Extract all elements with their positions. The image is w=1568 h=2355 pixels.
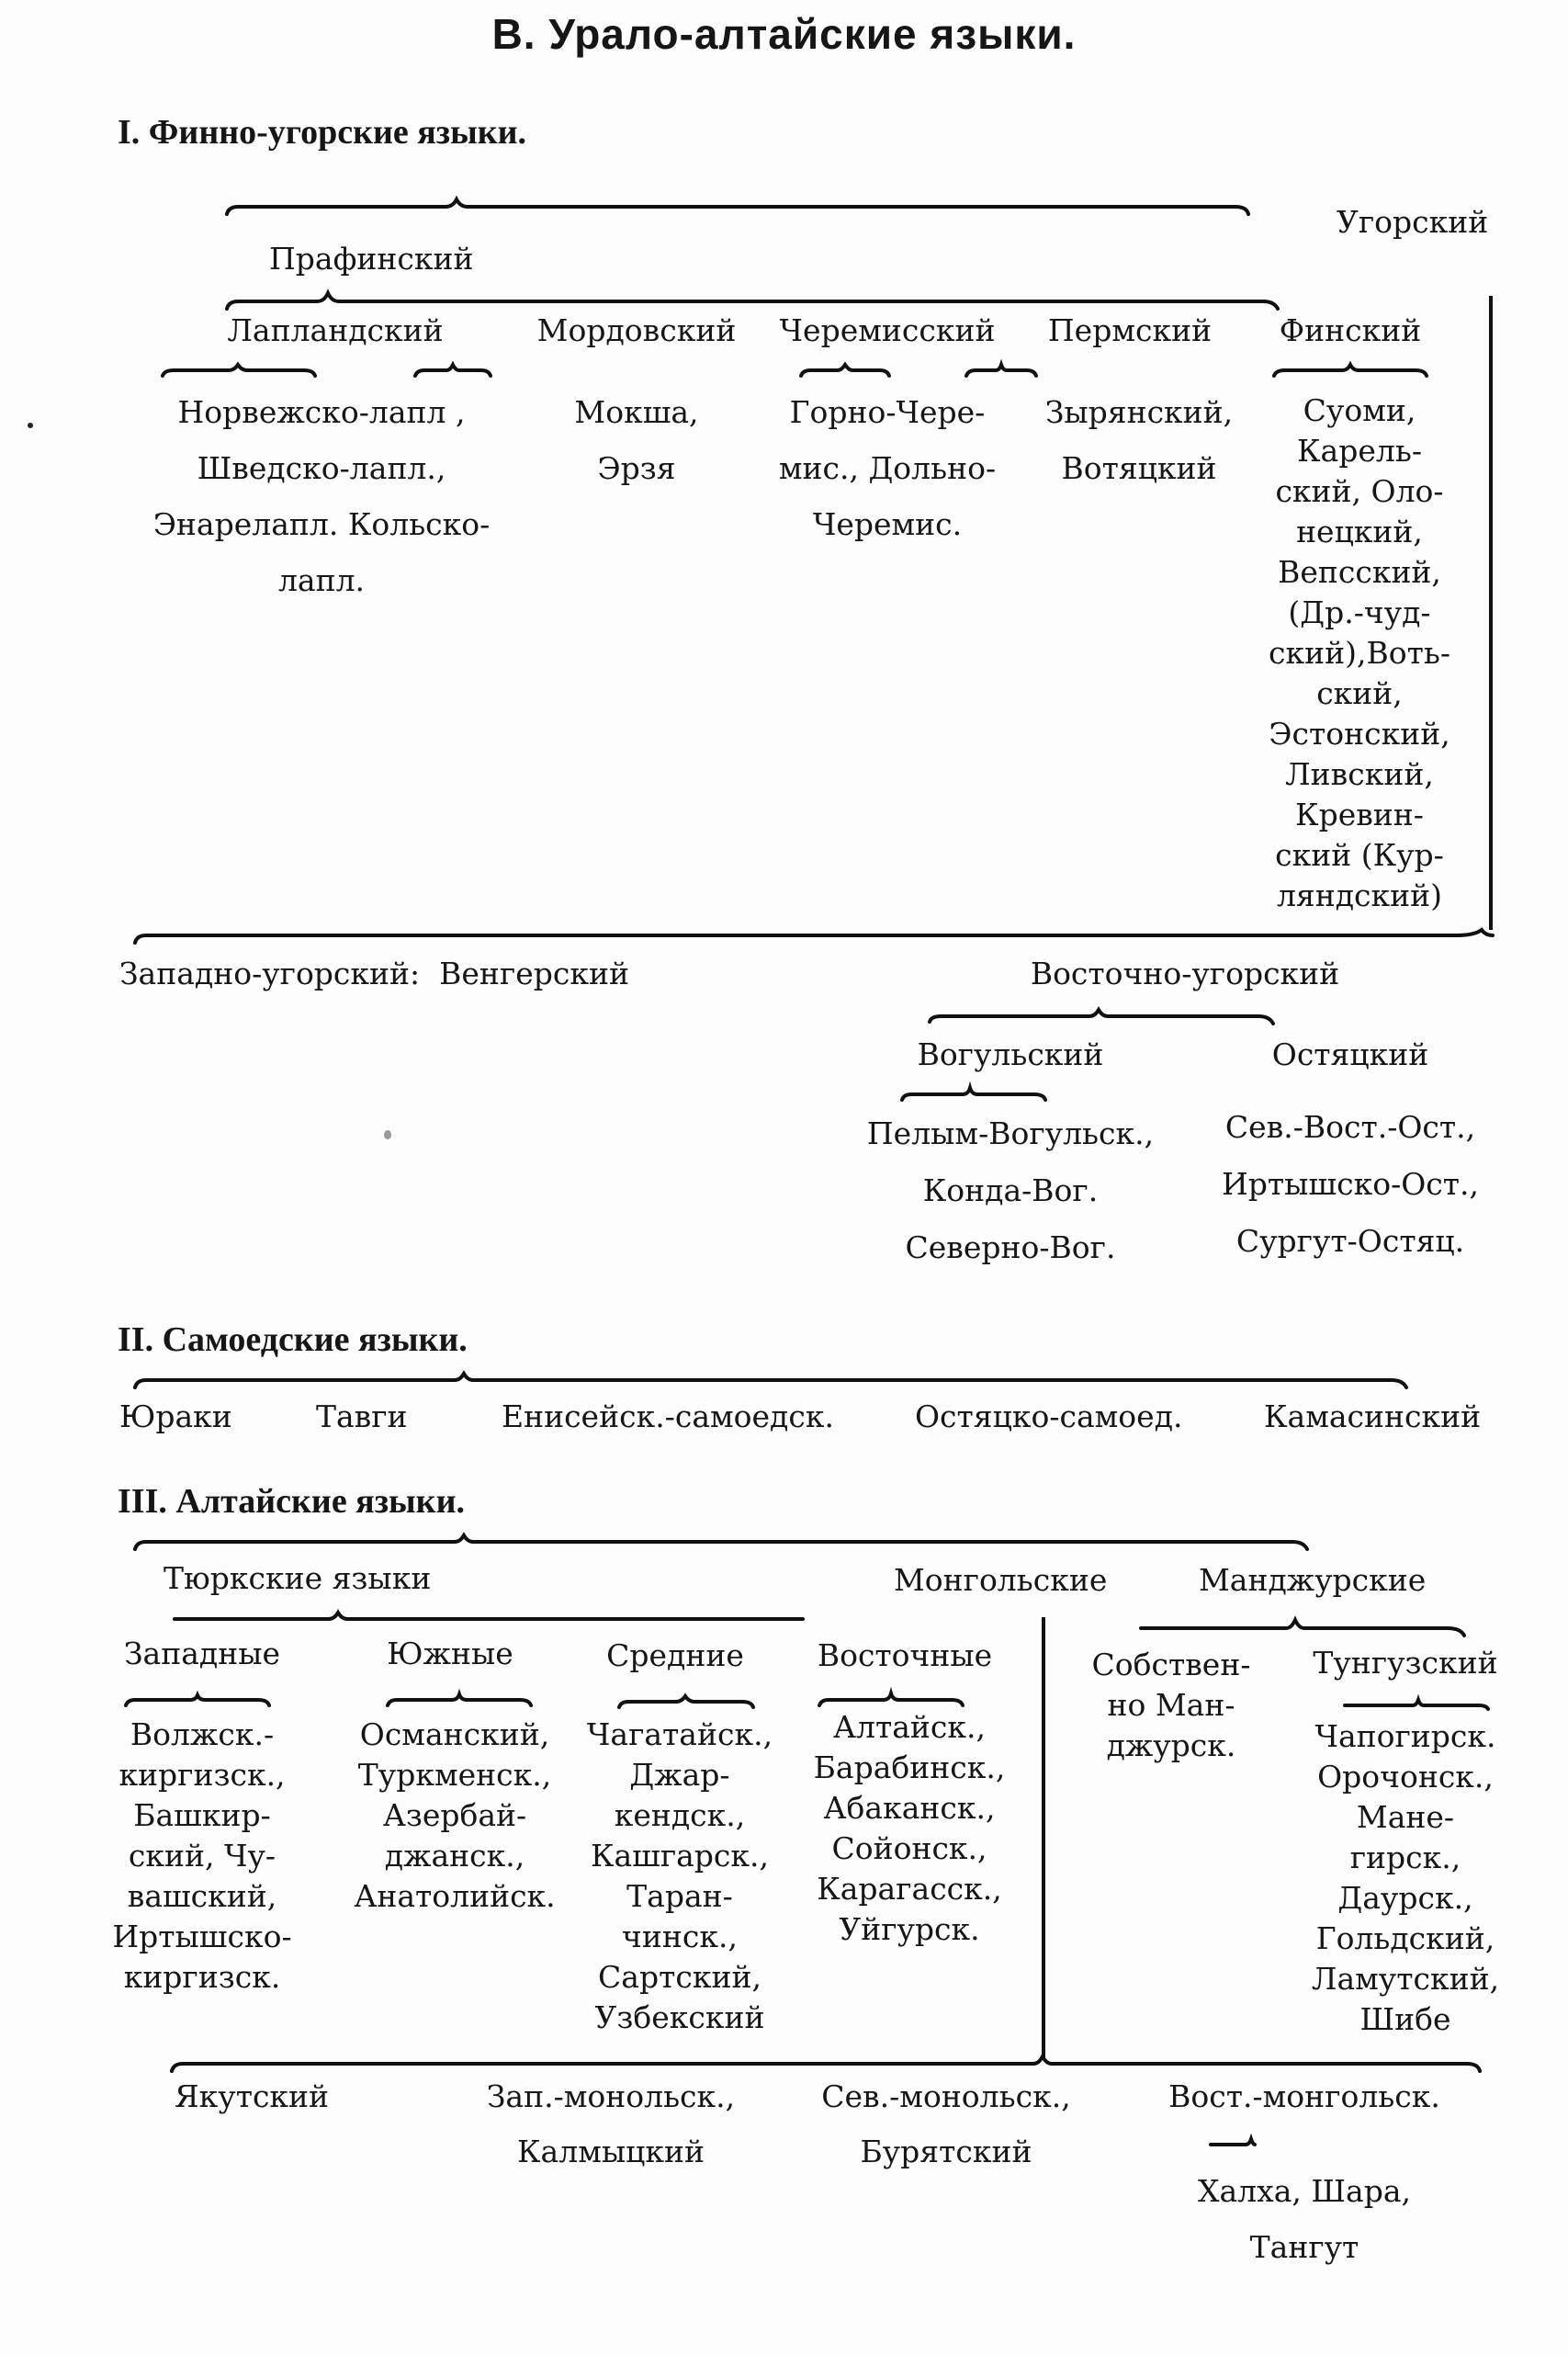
list-item: Сев.-Вост.-Ост., (1224, 1109, 1476, 1145)
group-vogul-label: Вогульский (917, 1036, 1104, 1072)
brace-vogul (900, 1087, 1047, 1107)
list-item: Джар- (629, 1757, 730, 1793)
list-item: Вотяцкий (1061, 450, 1217, 486)
section-2-title: Самоедские языки. (162, 1320, 468, 1359)
list-southern (340, 1715, 570, 1917)
print-speck (28, 423, 33, 428)
list-item: ский),Воть- (1269, 635, 1450, 671)
label-line: джурск. (1106, 1727, 1236, 1763)
group-central-label: Средние (606, 1637, 744, 1673)
brace-east-ugric (928, 1009, 1277, 1031)
west-ugric-label: Западно-угорский: (119, 956, 421, 991)
group-mordvin-label: Мордовский (536, 312, 737, 348)
list-item: Ливский, (1285, 756, 1434, 792)
samoyed-item-2: Енисейск.-самоедск. (502, 1398, 834, 1434)
list-item: Таран- (626, 1878, 733, 1914)
group-perm-label: Пермский (1047, 312, 1213, 348)
list-east-mongolic (1139, 2163, 1470, 2275)
brace-altaic (133, 1534, 1309, 1560)
list-item: кендск., (614, 1797, 746, 1833)
list-item: Туркменск., (357, 1757, 552, 1793)
list-item: Карель- (1297, 433, 1422, 469)
label-prafinsky: Прафинский (269, 241, 474, 277)
list-perm (1029, 384, 1249, 496)
group-lapland-label: Лапландский (227, 312, 444, 348)
list-tungus (1286, 1716, 1525, 2040)
brace-turkic (173, 1610, 807, 1630)
brace-mongolic (170, 2055, 1483, 2080)
list-item: Барабинск., (813, 1749, 1006, 1785)
list-item: Османский, (359, 1716, 550, 1752)
list-item: Орочонск., (1317, 1759, 1494, 1795)
list-item: Волжск.- (130, 1716, 275, 1752)
list-item: Иртышско- (112, 1919, 292, 1954)
samoyed-item-4: Камасинский (1264, 1398, 1482, 1434)
brace-samoyed (133, 1373, 1410, 1398)
list-item: Черемис. (812, 506, 963, 542)
list-item: Кревин- (1295, 797, 1424, 832)
list-item: киргизск., (118, 1757, 286, 1793)
page-title: В. Урало-алтайские языки. (491, 10, 1077, 58)
section-1-title: Финно-угорские языки. (148, 113, 527, 152)
list-item: Чапогирск. (1314, 1718, 1496, 1754)
list-item: (Др.-чуд- (1288, 594, 1431, 630)
label-mongolic: Монгольские (894, 1562, 1108, 1598)
section-3-title: Алтайские языки. (175, 1482, 465, 1521)
label-ugorsky: Угорский (1337, 204, 1489, 240)
list-finnish (1249, 391, 1470, 916)
list-central (574, 1715, 785, 2038)
list-item: нецкий, (1296, 514, 1423, 549)
group-tungus-label: Тунгузский (1313, 1645, 1498, 1681)
west-mongolic-item: Калмыцкий (517, 2134, 705, 2169)
list-item: Норвежско-лапл , (177, 394, 466, 430)
list-item: Гольдский, (1315, 1920, 1495, 1956)
group-west-mongolic-label: Зап.-монольск., (486, 2078, 736, 2114)
list-item: Абаканск., (823, 1790, 996, 1826)
section-1-numeral: I. (118, 113, 141, 152)
divider-turkic-manchu (1042, 1617, 1045, 2058)
list-vogul (845, 1105, 1176, 1276)
brace-tungus (1343, 1694, 1490, 1715)
list-item: ляндский) (1276, 877, 1443, 913)
brace-lapland (161, 363, 317, 383)
list-item: Вепсский, (1278, 554, 1441, 590)
section-1-heading (118, 112, 526, 153)
list-item: Энарелапл. Кольско- (152, 506, 491, 542)
group-north-mongolic-label: Сев.-монольск., (821, 2078, 1071, 2114)
brace-southern (386, 1693, 533, 1713)
list-item: Карагасск., (817, 1871, 1002, 1907)
brace-finno-ugric (225, 198, 1254, 225)
list-item: Сургут-Остяц. (1235, 1223, 1465, 1259)
samoyed-item-1: Тавги (316, 1398, 408, 1434)
list-item: Эрзя (597, 450, 676, 486)
label-west-ugric (119, 956, 629, 991)
list-item: Башкир- (133, 1797, 271, 1833)
list-item: киргизск. (123, 1959, 281, 1995)
list-item: Алтайск., (833, 1709, 986, 1745)
west-ugric-item: Венгерский (439, 956, 629, 991)
list-item: Шведско-лапл., (197, 450, 446, 486)
list-item: Тангут (1249, 2229, 1359, 2265)
list-item: Кашгарск., (590, 1838, 770, 1874)
list-cheremis (750, 384, 1025, 552)
list-eastern (799, 1707, 1020, 1950)
list-item: Горно-Чере- (789, 394, 986, 430)
list-item: Сойонск., (831, 1830, 987, 1866)
list-item: Пелым-Вогульск., (866, 1115, 1155, 1151)
list-item: Конда-Вог. (922, 1172, 1099, 1208)
group-east-mongolic-label: Вост.-монгольск. (1168, 2078, 1440, 2114)
list-item: Суоми, (1303, 392, 1416, 428)
samoyed-item-3: Остяцко-самоед. (915, 1398, 1183, 1434)
label-turkic: Тюркские языки (164, 1560, 432, 1596)
list-item: Зырянский, (1044, 394, 1234, 430)
label-yakut: Якутский (175, 2078, 330, 2114)
group-cheremis-label: Черемисский (779, 312, 996, 348)
brace-finnish (1272, 363, 1428, 383)
list-item: ский (Кур- (1275, 837, 1444, 873)
section-2-numeral: II. (118, 1320, 154, 1359)
list-item: Анатолийск. (354, 1878, 556, 1914)
brace-western (124, 1693, 271, 1713)
list-item: Сартский, (598, 1959, 761, 1995)
list-item: Узбекский (594, 1999, 765, 2035)
brace-central (617, 1694, 755, 1715)
list-item: лапл. (277, 562, 366, 598)
list-item: вашский, (127, 1878, 277, 1914)
brace-ugorsky (133, 926, 1497, 954)
label-line: Собствен- (1091, 1647, 1251, 1682)
group-finnish-label: Финский (1279, 312, 1422, 348)
list-item: Даурск., (1337, 1880, 1473, 1916)
list-western (101, 1715, 303, 1998)
north-mongolic-item: Бурятский (860, 2134, 1032, 2169)
group-manchu-proper-label (1066, 1645, 1277, 1766)
label-east-ugric: Восточно-угорский (1030, 956, 1340, 991)
print-speck (384, 1130, 391, 1139)
list-lapland (110, 384, 533, 608)
group-ostyak-label: Остяцкий (1271, 1036, 1429, 1072)
list-item: чинск., (622, 1919, 738, 1954)
list-item: Эстонский, (1269, 716, 1450, 752)
brace-manchu (1139, 1617, 1470, 1639)
list-item: ский, (1316, 675, 1403, 711)
list-item: Уйгурск. (839, 1911, 980, 1947)
label-manchu: Манджурские (1199, 1562, 1427, 1598)
list-item: Халха, Шара, (1197, 2173, 1411, 2209)
group-eastern-label: Восточные (817, 1637, 993, 1673)
list-item: Северно-Вог. (905, 1229, 1116, 1265)
section-3-numeral: III. (118, 1482, 167, 1521)
group-southern-label: Южные (387, 1636, 513, 1671)
group-western-label: Западные (123, 1636, 280, 1671)
list-mordvin (545, 384, 728, 496)
section-3-heading (118, 1481, 465, 1522)
list-item: Иртышско-Ост., (1221, 1166, 1479, 1202)
list-item: Шибе (1359, 2001, 1451, 2037)
list-item: Азербай- (382, 1797, 527, 1833)
list-item: гирск., (1349, 1840, 1461, 1875)
list-item: Мане- (1356, 1799, 1455, 1835)
samoyed-item-0: Юраки (119, 1398, 232, 1434)
section-2-heading (118, 1319, 468, 1360)
brace-perm (964, 363, 1038, 383)
list-item: Чагатайск., (586, 1716, 773, 1752)
brace-east-mongolic (1209, 2134, 1257, 2150)
list-item: ский, Оло- (1275, 473, 1444, 509)
brace-cheremis (799, 363, 891, 383)
list-item: Ламутский, (1311, 1961, 1500, 1997)
divider-finnish (1489, 296, 1493, 930)
label-line: но Ман- (1107, 1687, 1235, 1723)
list-ostyak (1185, 1099, 1516, 1270)
brace-mordvin (413, 363, 492, 383)
list-item: мис., Дольно- (778, 450, 997, 486)
list-item: джанск., (384, 1838, 525, 1874)
list-item: Мокша, (574, 394, 699, 430)
list-item: ский, Чу- (128, 1838, 276, 1874)
